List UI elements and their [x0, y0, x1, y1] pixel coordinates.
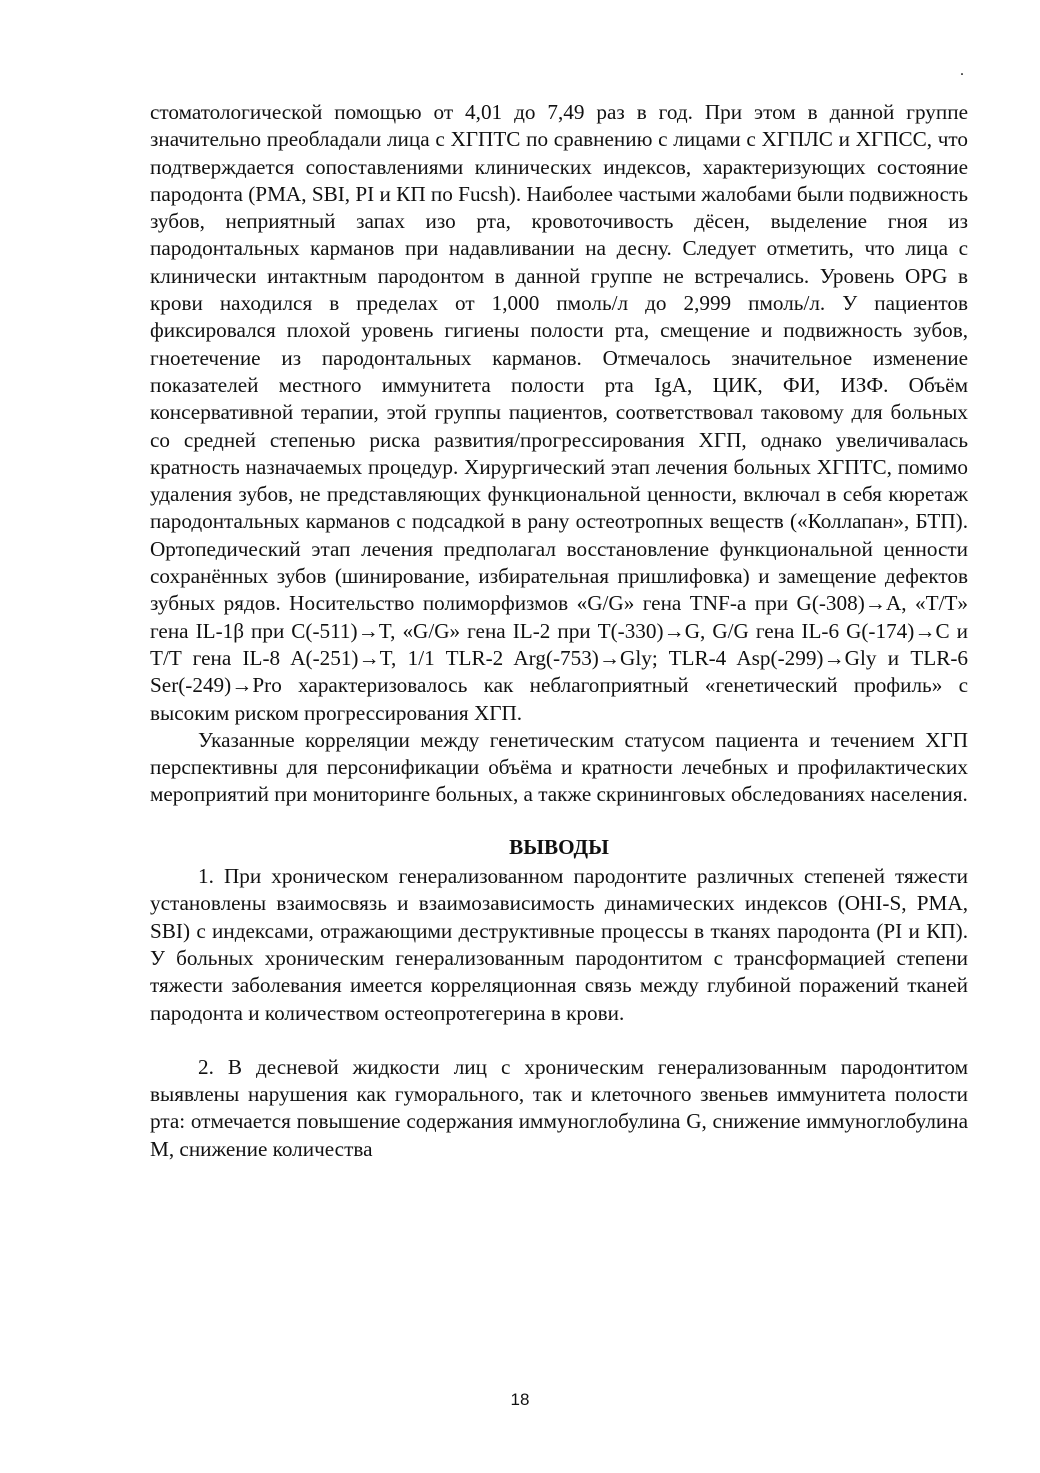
- corner-mark: .: [960, 62, 964, 79]
- conclusion-item-2: 2. В десневой жидкости лиц с хроническим генерализованным пародонтитом выявлены нарушения как гуморального, так и клеточного звеньев иммунитета полости рта: отмечается повышение содержания иммуноглобулина G, снижение иммуноглобулина M, снижение количества: [150, 1054, 968, 1161]
- paragraph-correlations: Указанные корреляции между генетическим статусом пациента и течением ХГП перспективны для персонификации объёма и кратности лечебных и профилактических мероприятий при мониторинге больных, а также скрининговых обследованиях населения.: [150, 727, 968, 807]
- section-heading: ВЫВОДЫ: [509, 834, 609, 859]
- conclusion-item-1: 1. При хроническом генерализованном пародонтите различных степеней тяжести установлены взаимосвязь и взаимозависимость динамических индексов (OHI-S, PMA, SBI) с индексами, отражающими деструктивные процессы в тканях пародонта (PI и КП). У больных хроническим генерализованным пародонтитом с трансформацией степени тяжести заболевания имеется корреляционная связь между глубиной поражений тканей пародонта и количеством остеопротегерина в крови.: [150, 864, 968, 1025]
- paragraph-continuation: стоматологической помощью от 4,01 до 7,49 раз в год. При этом в данной группе значительно преобладали лица с ХГПТС по сравнению с лицами с ХГПЛС и ХГПСС, что подтверждается сопоставлениями клинических индексов, характеризующих состояние пародонта (PMA, SBI, PI и КП по Fucsh). Наиболее частыми жалобами были подвижность зубов, неприятный запах изо рта, кровоточивость дёсен, выделение гноя из пародонтальных карманов при надавливании на десну. Следует отметить, что лица с клинически интактным пародонтом в данной группе не встречались. Уровень OPG в крови находился в пределах от 1,000 пмоль/л до 2,999 пмоль/л. У пациентов фиксировался плохой уровень гигиены полости рта, смещение и подвижность зубов, гноетечение из пародонтальных карманов. Отмечалось значительное изменение показателей местного иммунитета полости рта IgA, ЦИК, ФИ, ИЗФ. Объём консервативной терапии, этой группы пациентов, соответствовал таковому для больных со средней степенью риска развития/прогрессирования ХГП, однако увеличивалась кратность назначаемых процедур. Хирургический этап лечения больных ХГПТС, помимо удаления зубов, не представляющих функциональной ценности, включал в себя кюретаж пародонтальных карманов с подсадкой в рану остеотропных веществ («Коллапан», БТП). Ортопедический этап лечения предполагал восстановление функциональной ценности сохранённых зубов (шинирование, избирательная пришлифовка) и замещение дефектов зубных рядов. Носительство полиморфизмов «G/G» гена TNF-a при G(-308)→A, «T/T» гена IL-1β при C(-511)→T, «G/G» гена IL-2 при T(-330)→G, G/G гена IL-6 G(-174)→C и T/T гена IL-8 A(-251)→T, 1/1 TLR-2 Arg(-753)→Gly; TLR-4 Asp(-299)→Gly и TLR-6 Ser(-249)→Pro характеризовалось как неблагоприятный «генетический профиль» с высоким риском прогрессирования ХГП.: [150, 100, 968, 725]
- page-number: 18: [510, 1390, 530, 1409]
- paragraph-gap: [150, 1027, 968, 1054]
- body-text: [150, 99, 968, 1163]
